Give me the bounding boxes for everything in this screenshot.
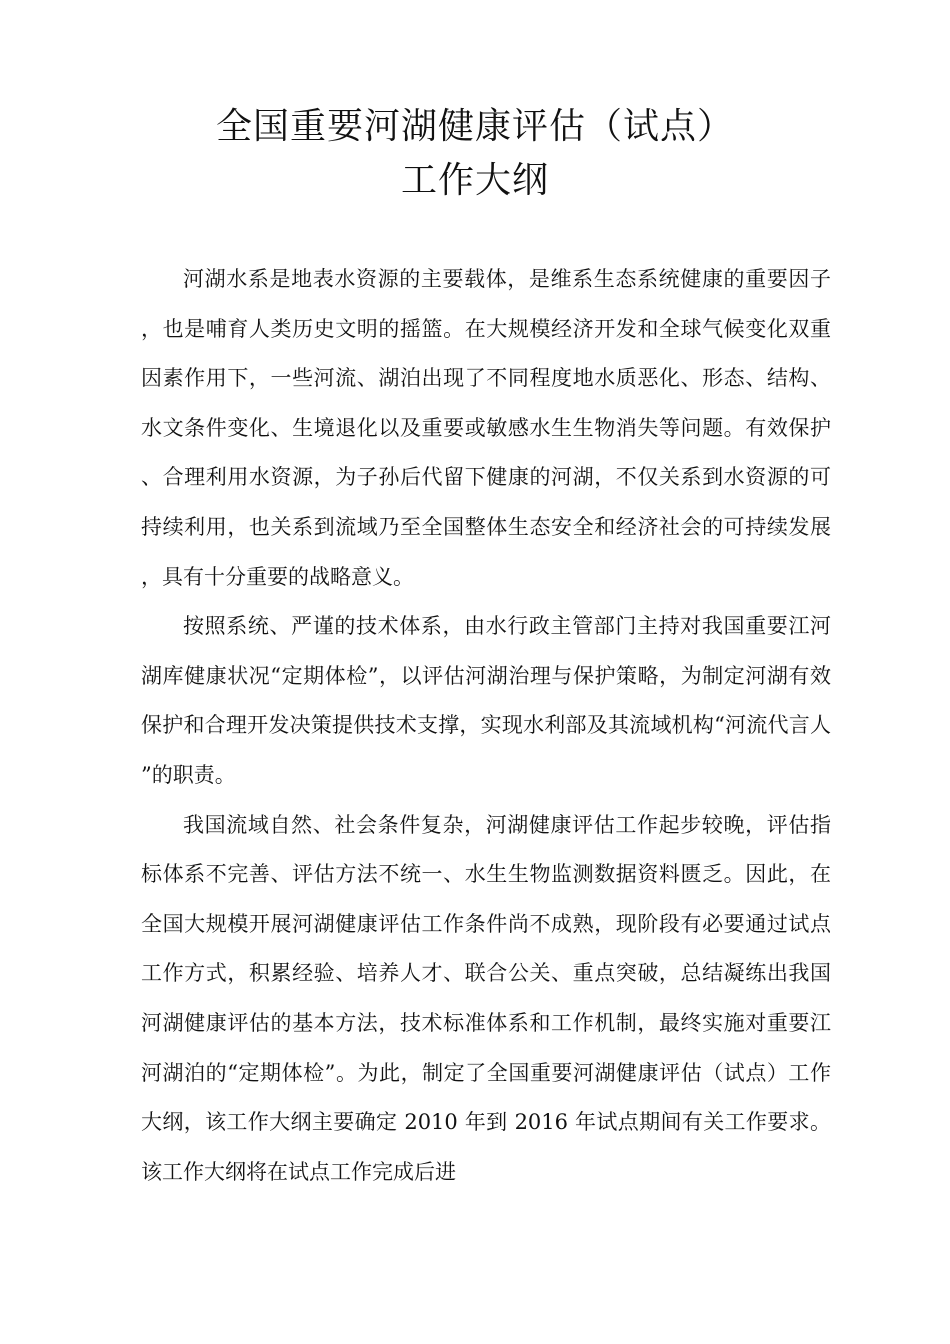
paragraph-purpose: 按照系统、严谨的技术体系，由水行政主管部门主持对我国重要江河湖库健康状况“定期体检”，以评估河湖治理与保护策略，为制定河湖有效保护和合理开发决策提供技术支撑，实现水利部及其流域机构“河流代言人”的职责。 bbox=[141, 614, 831, 787]
title-line-2: 工作大纲 bbox=[400, 160, 549, 201]
title-line-1: 全国重要河湖健康评估（试点） bbox=[215, 106, 734, 147]
paragraph-intro: 河湖水系是地表水资源的主要载体，是维系生态系统健康的重要因子，也是哺育人类历史文明的摇篮。在大规模经济开发和全球气候变化双重因素作用下，一些河流、湖泊出现了不同程度地水质恶化、形态、结构、水文条件变化、生境退化以及重要或敏感水生生物消失等问题。有效保护、合理利用水资源，为子孙后代留下健康的河湖，不仅关系到水资源的可持续利用，也关系到流域乃至全国整体生态安全和经济社会的可持续发展，具有十分重要的战略意义。 bbox=[141, 267, 831, 589]
paragraph-background: 我国流域自然、社会条件复杂，河湖健康评估工作起步较晚，评估指标体系不完善、评估方法不统一、水生生物监测数据资料匮乏。因此，在全国大规模开展河湖健康评估工作条件尚不成熟，现阶段有必要通过试点工作方式，积累经验、培养人才、联合公关、重点突破，总结凝练出我国河湖健康评估的基本方法，技术标准体系和工作机制，最终实施对重要江河湖泊的“定期体检”。为此，制定了全国重要河湖健康评估（试点）工作大纲，该工作大纲主要确定 2010 年到 2016 年试点期间有关工作要求。该工作大纲将在试点工作完成后进 bbox=[141, 812, 831, 1184]
document-body bbox=[141, 255, 831, 1197]
document-title bbox=[0, 100, 950, 208]
